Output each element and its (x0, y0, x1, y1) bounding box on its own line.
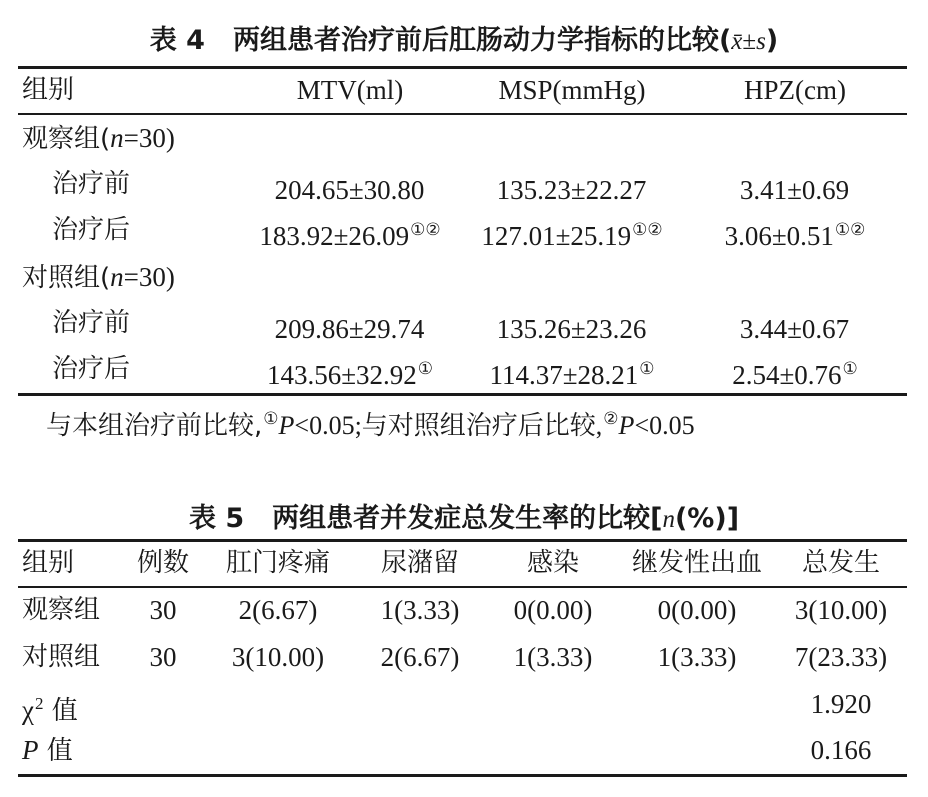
table4-cell-msp: 127.01±25.19①② (481, 220, 663, 251)
table5-cell: 0(0.00) (513, 595, 593, 625)
table4-cell-hpz: 3.41±0.69 (739, 175, 850, 205)
table5-row-label: 观察组 (22, 595, 101, 625)
table4-row-label: 治疗后 (52, 354, 131, 384)
table4-caption-s: s (756, 28, 766, 55)
table5-caption-number: 表 5 (188, 503, 245, 534)
table4-caption (0, 24, 928, 59)
table5-cell: 1(3.33) (513, 642, 593, 672)
table4-header-rule (18, 113, 907, 115)
table4-cell-msp: 114.37±28.21① (489, 359, 655, 390)
table5-header-group: 组别 (22, 548, 75, 578)
table4-row-label: 治疗前 (52, 308, 131, 338)
table5-row-label: 对照组 (22, 642, 101, 672)
table4-group-control: 对照组(n=30) (22, 262, 175, 293)
table4-row-label: 治疗后 (52, 215, 131, 245)
table4-row-label: 治疗前 (52, 169, 131, 199)
table4-top-rule (18, 66, 907, 69)
table5-cell: 30 (149, 642, 177, 672)
table4-group-observation: 观察组(n=30) (22, 123, 175, 154)
table4-cell-msp: 135.23±22.27 (496, 175, 647, 205)
table4-caption-text: 两组患者治疗前后肛肠动力学指标的比较( (232, 25, 732, 56)
table5-cell: 30 (149, 595, 177, 625)
table5-p-value: 0.166 (810, 735, 872, 765)
table4-cell-mtv: 143.56±32.92① (266, 359, 434, 390)
table5-cell: 2(6.67) (238, 595, 318, 625)
table5-header-anal-pain: 肛门疼痛 (225, 548, 331, 578)
table5-header-rule (18, 586, 907, 588)
table5-bottom-rule (18, 774, 907, 777)
table4-cell-hpz: 3.44±0.67 (739, 314, 850, 344)
table5-caption-text: 两组患者并发症总发生率的比较[ (272, 503, 663, 534)
table5-cell: 3(10.00) (794, 595, 888, 625)
table5-cell: 1(3.33) (657, 642, 737, 672)
table4-bottom-rule (18, 393, 907, 396)
table4-caption-xbar: x̄ (731, 28, 743, 55)
table5-caption-pct: (%)] (674, 503, 740, 534)
table5-chi-value: 1.920 (810, 689, 872, 719)
table4-cell-mtv: 209.86±29.74 (274, 314, 425, 344)
table4-caption-close: ) (765, 25, 779, 56)
table4-cell-hpz: 2.54±0.76① (732, 359, 858, 390)
table5-caption (0, 502, 928, 537)
table5-top-rule (18, 539, 907, 542)
table5-cell: 2(6.67) (380, 642, 460, 672)
table4-cell-hpz: 3.06±0.51①② (724, 220, 866, 251)
table4-header-msp: MSP(mmHg) (498, 75, 646, 105)
table4-cell-mtv: 183.92±26.09①② (259, 220, 441, 251)
table5-p-label: P 值 (22, 735, 73, 766)
table4-cell-msp: 135.26±23.26 (496, 314, 647, 344)
table5-header-infection: 感染 (526, 548, 580, 578)
table4-caption-number: 表 4 (149, 25, 205, 56)
table4-header-hpz: HPZ(cm) (744, 75, 846, 105)
table4-footnote: 与本组治疗前比较,①P<0.05;与对照组治疗后比较,②P<0.05 (46, 409, 695, 441)
table5-cell: 7(23.33) (794, 642, 888, 672)
table5-chi-label: $\chi^2$ 值 (22, 694, 78, 726)
table5-header-count: 例数 (136, 548, 190, 578)
table4-header-mtv: MTV(ml) (296, 75, 404, 105)
table5-cell: 1(3.33) (380, 595, 460, 625)
table4-caption-pm: ± (742, 28, 757, 55)
table5-cell: 0(0.00) (657, 595, 737, 625)
table5-cell: 3(10.00) (231, 642, 325, 672)
table5-header-total: 总发生 (801, 548, 881, 578)
table5-caption-n: n (662, 506, 675, 533)
table5-header-urinary-retention: 尿潴留 (380, 548, 460, 578)
table4-cell-mtv: 204.65±30.80 (274, 175, 425, 205)
table5-header-bleeding: 继发性出血 (631, 548, 763, 578)
table4-header-group: 组别 (22, 75, 75, 105)
